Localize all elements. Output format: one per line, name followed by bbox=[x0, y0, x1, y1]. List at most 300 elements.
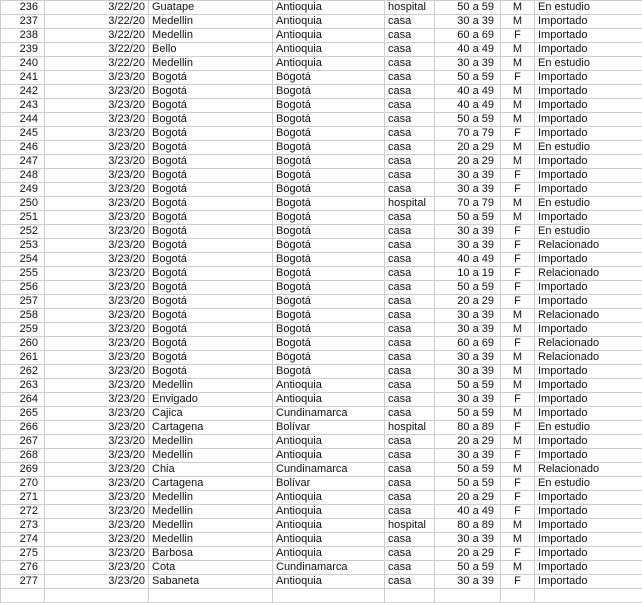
attention-cell[interactable]: casa bbox=[385, 561, 435, 575]
date-cell[interactable]: 3/22/20 bbox=[45, 15, 149, 29]
date-cell[interactable]: 3/23/20 bbox=[45, 253, 149, 267]
city-cell[interactable]: Medellin bbox=[149, 15, 273, 29]
date-cell[interactable]: 3/23/20 bbox=[45, 295, 149, 309]
case-id-cell[interactable]: 269 bbox=[1, 463, 45, 477]
type-cell[interactable]: Importado bbox=[535, 393, 642, 407]
city-cell[interactable]: Bogotá bbox=[149, 85, 273, 99]
attention-cell[interactable]: casa bbox=[385, 169, 435, 183]
sex-cell[interactable]: M bbox=[501, 211, 535, 225]
department-cell[interactable]: Antioquia bbox=[273, 29, 385, 43]
empty-cell[interactable] bbox=[1, 589, 45, 603]
date-cell[interactable]: 3/23/20 bbox=[45, 505, 149, 519]
department-cell[interactable]: Bogotá bbox=[273, 71, 385, 85]
city-cell[interactable]: Envigado bbox=[149, 393, 273, 407]
sex-cell[interactable]: F bbox=[501, 239, 535, 253]
case-id-cell[interactable]: 252 bbox=[1, 225, 45, 239]
age-range-cell[interactable]: 20 a 29 bbox=[435, 547, 501, 561]
type-cell[interactable]: En estudio bbox=[535, 197, 642, 211]
attention-cell[interactable]: casa bbox=[385, 15, 435, 29]
case-id-cell[interactable]: 270 bbox=[1, 477, 45, 491]
age-range-cell[interactable]: 20 a 29 bbox=[435, 295, 501, 309]
age-range-cell[interactable]: 50 a 59 bbox=[435, 281, 501, 295]
age-range-cell[interactable]: 30 a 39 bbox=[435, 183, 501, 197]
age-range-cell[interactable]: 70 a 79 bbox=[435, 197, 501, 211]
type-cell[interactable]: Importado bbox=[535, 99, 642, 113]
age-range-cell[interactable]: 50 a 59 bbox=[435, 477, 501, 491]
sex-cell[interactable]: F bbox=[501, 267, 535, 281]
date-cell[interactable]: 3/23/20 bbox=[45, 575, 149, 589]
city-cell[interactable]: Sabaneta bbox=[149, 575, 273, 589]
attention-cell[interactable]: casa bbox=[385, 253, 435, 267]
case-id-cell[interactable]: 243 bbox=[1, 99, 45, 113]
age-range-cell[interactable]: 40 a 49 bbox=[435, 505, 501, 519]
attention-cell[interactable]: casa bbox=[385, 477, 435, 491]
date-cell[interactable]: 3/23/20 bbox=[45, 519, 149, 533]
case-id-cell[interactable]: 249 bbox=[1, 183, 45, 197]
type-cell[interactable]: En estudio bbox=[535, 421, 642, 435]
type-cell[interactable]: Relacionado bbox=[535, 309, 642, 323]
date-cell[interactable]: 3/23/20 bbox=[45, 379, 149, 393]
age-range-cell[interactable]: 50 a 59 bbox=[435, 113, 501, 127]
department-cell[interactable]: Bogotá bbox=[273, 141, 385, 155]
department-cell[interactable]: Bogotá bbox=[273, 267, 385, 281]
sex-cell[interactable]: F bbox=[501, 295, 535, 309]
type-cell[interactable]: Importado bbox=[535, 29, 642, 43]
case-id-cell[interactable]: 238 bbox=[1, 29, 45, 43]
sex-cell[interactable]: M bbox=[501, 365, 535, 379]
empty-cell[interactable] bbox=[435, 589, 501, 603]
type-cell[interactable]: Importado bbox=[535, 379, 642, 393]
sex-cell[interactable]: M bbox=[501, 197, 535, 211]
attention-cell[interactable]: casa bbox=[385, 365, 435, 379]
attention-cell[interactable]: casa bbox=[385, 85, 435, 99]
city-cell[interactable]: Bogotá bbox=[149, 267, 273, 281]
department-cell[interactable]: Cundinamarca bbox=[273, 561, 385, 575]
age-range-cell[interactable]: 50 a 59 bbox=[435, 1, 501, 15]
department-cell[interactable]: Bogotá bbox=[273, 113, 385, 127]
age-range-cell[interactable]: 50 a 59 bbox=[435, 379, 501, 393]
department-cell[interactable]: Bogotá bbox=[273, 309, 385, 323]
sex-cell[interactable]: M bbox=[501, 99, 535, 113]
attention-cell[interactable]: casa bbox=[385, 225, 435, 239]
attention-cell[interactable]: casa bbox=[385, 393, 435, 407]
age-range-cell[interactable]: 30 a 39 bbox=[435, 309, 501, 323]
type-cell[interactable]: Relacionado bbox=[535, 337, 642, 351]
age-range-cell[interactable]: 80 a 89 bbox=[435, 421, 501, 435]
age-range-cell[interactable]: 60 a 69 bbox=[435, 337, 501, 351]
sex-cell[interactable]: M bbox=[501, 379, 535, 393]
type-cell[interactable]: En estudio bbox=[535, 57, 642, 71]
empty-cell[interactable] bbox=[501, 589, 535, 603]
sex-cell[interactable]: M bbox=[501, 561, 535, 575]
date-cell[interactable]: 3/23/20 bbox=[45, 267, 149, 281]
attention-cell[interactable]: casa bbox=[385, 309, 435, 323]
department-cell[interactable]: Antioquia bbox=[273, 15, 385, 29]
department-cell[interactable]: Antioquia bbox=[273, 505, 385, 519]
case-id-cell[interactable]: 268 bbox=[1, 449, 45, 463]
attention-cell[interactable]: casa bbox=[385, 407, 435, 421]
type-cell[interactable]: Importado bbox=[535, 127, 642, 141]
age-range-cell[interactable]: 50 a 59 bbox=[435, 561, 501, 575]
case-id-cell[interactable]: 260 bbox=[1, 337, 45, 351]
attention-cell[interactable]: casa bbox=[385, 449, 435, 463]
city-cell[interactable]: Cota bbox=[149, 561, 273, 575]
attention-cell[interactable]: hospital bbox=[385, 421, 435, 435]
attention-cell[interactable]: casa bbox=[385, 491, 435, 505]
age-range-cell[interactable]: 30 a 39 bbox=[435, 449, 501, 463]
case-id-cell[interactable]: 236 bbox=[1, 1, 45, 15]
date-cell[interactable]: 3/23/20 bbox=[45, 225, 149, 239]
sex-cell[interactable]: F bbox=[501, 253, 535, 267]
sex-cell[interactable]: M bbox=[501, 57, 535, 71]
age-range-cell[interactable]: 30 a 39 bbox=[435, 323, 501, 337]
type-cell[interactable]: Importado bbox=[535, 519, 642, 533]
sex-cell[interactable]: M bbox=[501, 43, 535, 57]
case-id-cell[interactable]: 242 bbox=[1, 85, 45, 99]
age-range-cell[interactable]: 40 a 49 bbox=[435, 85, 501, 99]
attention-cell[interactable]: casa bbox=[385, 71, 435, 85]
type-cell[interactable]: Relacionado bbox=[535, 239, 642, 253]
sex-cell[interactable]: F bbox=[501, 29, 535, 43]
empty-cell[interactable] bbox=[149, 589, 273, 603]
age-range-cell[interactable]: 30 a 39 bbox=[435, 533, 501, 547]
department-cell[interactable]: Bogotá bbox=[273, 225, 385, 239]
department-cell[interactable]: Antioquia bbox=[273, 449, 385, 463]
case-id-cell[interactable]: 272 bbox=[1, 505, 45, 519]
department-cell[interactable]: Cundinamarca bbox=[273, 407, 385, 421]
date-cell[interactable]: 3/23/20 bbox=[45, 169, 149, 183]
age-range-cell[interactable]: 20 a 29 bbox=[435, 141, 501, 155]
type-cell[interactable]: Importado bbox=[535, 113, 642, 127]
case-id-cell[interactable]: 265 bbox=[1, 407, 45, 421]
type-cell[interactable]: Importado bbox=[535, 449, 642, 463]
case-id-cell[interactable]: 254 bbox=[1, 253, 45, 267]
date-cell[interactable]: 3/23/20 bbox=[45, 561, 149, 575]
type-cell[interactable]: En estudio bbox=[535, 477, 642, 491]
attention-cell[interactable]: hospital bbox=[385, 197, 435, 211]
attention-cell[interactable]: casa bbox=[385, 337, 435, 351]
date-cell[interactable]: 3/23/20 bbox=[45, 365, 149, 379]
age-range-cell[interactable]: 30 a 39 bbox=[435, 351, 501, 365]
city-cell[interactable]: Medellin bbox=[149, 491, 273, 505]
type-cell[interactable]: Importado bbox=[535, 43, 642, 57]
date-cell[interactable]: 3/23/20 bbox=[45, 491, 149, 505]
city-cell[interactable]: Medellin bbox=[149, 57, 273, 71]
type-cell[interactable]: Importado bbox=[535, 435, 642, 449]
date-cell[interactable]: 3/23/20 bbox=[45, 211, 149, 225]
department-cell[interactable]: Antioquia bbox=[273, 1, 385, 15]
date-cell[interactable]: 3/23/20 bbox=[45, 435, 149, 449]
attention-cell[interactable]: casa bbox=[385, 239, 435, 253]
sex-cell[interactable]: M bbox=[501, 463, 535, 477]
date-cell[interactable]: 3/23/20 bbox=[45, 309, 149, 323]
age-range-cell[interactable]: 20 a 29 bbox=[435, 435, 501, 449]
date-cell[interactable]: 3/23/20 bbox=[45, 337, 149, 351]
type-cell[interactable]: Importado bbox=[535, 295, 642, 309]
case-id-cell[interactable]: 239 bbox=[1, 43, 45, 57]
type-cell[interactable]: Importado bbox=[535, 491, 642, 505]
type-cell[interactable]: Importado bbox=[535, 533, 642, 547]
type-cell[interactable]: Importado bbox=[535, 365, 642, 379]
city-cell[interactable]: Medellin bbox=[149, 435, 273, 449]
case-id-cell[interactable]: 263 bbox=[1, 379, 45, 393]
city-cell[interactable]: Medellin bbox=[149, 29, 273, 43]
department-cell[interactable]: Antioquia bbox=[273, 519, 385, 533]
sex-cell[interactable]: F bbox=[501, 127, 535, 141]
type-cell[interactable]: Importado bbox=[535, 407, 642, 421]
sex-cell[interactable]: F bbox=[501, 281, 535, 295]
type-cell[interactable]: En estudio bbox=[535, 225, 642, 239]
date-cell[interactable]: 3/23/20 bbox=[45, 407, 149, 421]
city-cell[interactable]: Bogotá bbox=[149, 365, 273, 379]
attention-cell[interactable]: casa bbox=[385, 99, 435, 113]
sex-cell[interactable]: M bbox=[501, 323, 535, 337]
city-cell[interactable]: Bogotá bbox=[149, 225, 273, 239]
date-cell[interactable]: 3/23/20 bbox=[45, 155, 149, 169]
type-cell[interactable]: Importado bbox=[535, 575, 642, 589]
case-id-cell[interactable]: 256 bbox=[1, 281, 45, 295]
type-cell[interactable]: Relacionado bbox=[535, 351, 642, 365]
case-id-cell[interactable]: 241 bbox=[1, 71, 45, 85]
age-range-cell[interactable]: 40 a 49 bbox=[435, 99, 501, 113]
case-id-cell[interactable]: 244 bbox=[1, 113, 45, 127]
age-range-cell[interactable]: 50 a 59 bbox=[435, 407, 501, 421]
city-cell[interactable]: Medellin bbox=[149, 505, 273, 519]
department-cell[interactable]: Antioquia bbox=[273, 379, 385, 393]
date-cell[interactable]: 3/23/20 bbox=[45, 71, 149, 85]
department-cell[interactable]: Antioquia bbox=[273, 575, 385, 589]
type-cell[interactable]: Relacionado bbox=[535, 267, 642, 281]
age-range-cell[interactable]: 50 a 59 bbox=[435, 71, 501, 85]
date-cell[interactable]: 3/23/20 bbox=[45, 463, 149, 477]
date-cell[interactable]: 3/23/20 bbox=[45, 449, 149, 463]
attention-cell[interactable]: hospital bbox=[385, 519, 435, 533]
attention-cell[interactable]: hospital bbox=[385, 1, 435, 15]
city-cell[interactable]: Medellin bbox=[149, 533, 273, 547]
city-cell[interactable]: Cartagena bbox=[149, 421, 273, 435]
city-cell[interactable]: Bogotá bbox=[149, 183, 273, 197]
empty-cell[interactable] bbox=[385, 589, 435, 603]
date-cell[interactable]: 3/23/20 bbox=[45, 323, 149, 337]
department-cell[interactable]: Bogotá bbox=[273, 295, 385, 309]
type-cell[interactable]: Importado bbox=[535, 547, 642, 561]
department-cell[interactable]: Bogotá bbox=[273, 127, 385, 141]
sex-cell[interactable]: F bbox=[501, 421, 535, 435]
type-cell[interactable]: Importado bbox=[535, 323, 642, 337]
attention-cell[interactable]: casa bbox=[385, 435, 435, 449]
attention-cell[interactable]: casa bbox=[385, 141, 435, 155]
case-id-cell[interactable]: 274 bbox=[1, 533, 45, 547]
sex-cell[interactable]: F bbox=[501, 575, 535, 589]
empty-cell[interactable] bbox=[45, 589, 149, 603]
date-cell[interactable]: 3/23/20 bbox=[45, 351, 149, 365]
age-range-cell[interactable]: 30 a 39 bbox=[435, 169, 501, 183]
department-cell[interactable]: Bogotá bbox=[273, 85, 385, 99]
sex-cell[interactable]: M bbox=[501, 1, 535, 15]
type-cell[interactable]: En estudio bbox=[535, 1, 642, 15]
type-cell[interactable]: En estudio bbox=[535, 141, 642, 155]
city-cell[interactable]: Bogotá bbox=[149, 71, 273, 85]
department-cell[interactable]: Bogotá bbox=[273, 239, 385, 253]
age-range-cell[interactable]: 50 a 59 bbox=[435, 463, 501, 477]
date-cell[interactable]: 3/23/20 bbox=[45, 99, 149, 113]
sex-cell[interactable]: F bbox=[501, 547, 535, 561]
date-cell[interactable]: 3/23/20 bbox=[45, 197, 149, 211]
sex-cell[interactable]: F bbox=[501, 505, 535, 519]
department-cell[interactable]: Bolívar bbox=[273, 421, 385, 435]
city-cell[interactable]: Bogotá bbox=[149, 113, 273, 127]
date-cell[interactable]: 3/23/20 bbox=[45, 113, 149, 127]
case-id-cell[interactable]: 277 bbox=[1, 575, 45, 589]
case-id-cell[interactable]: 266 bbox=[1, 421, 45, 435]
department-cell[interactable]: Antioquia bbox=[273, 435, 385, 449]
age-range-cell[interactable]: 60 a 69 bbox=[435, 29, 501, 43]
case-id-cell[interactable]: 253 bbox=[1, 239, 45, 253]
date-cell[interactable]: 3/23/20 bbox=[45, 547, 149, 561]
attention-cell[interactable]: casa bbox=[385, 127, 435, 141]
city-cell[interactable]: Bogotá bbox=[149, 239, 273, 253]
department-cell[interactable]: Antioquia bbox=[273, 491, 385, 505]
department-cell[interactable]: Antioquia bbox=[273, 43, 385, 57]
city-cell[interactable]: Bogotá bbox=[149, 309, 273, 323]
city-cell[interactable]: Guatape bbox=[149, 1, 273, 15]
attention-cell[interactable]: casa bbox=[385, 57, 435, 71]
department-cell[interactable]: Bogotá bbox=[273, 323, 385, 337]
attention-cell[interactable]: casa bbox=[385, 463, 435, 477]
age-range-cell[interactable]: 30 a 39 bbox=[435, 575, 501, 589]
case-id-cell[interactable]: 251 bbox=[1, 211, 45, 225]
case-id-cell[interactable]: 276 bbox=[1, 561, 45, 575]
sex-cell[interactable]: M bbox=[501, 113, 535, 127]
date-cell[interactable]: 3/23/20 bbox=[45, 183, 149, 197]
sex-cell[interactable]: M bbox=[501, 519, 535, 533]
city-cell[interactable]: Bogotá bbox=[149, 141, 273, 155]
department-cell[interactable]: Antioquia bbox=[273, 393, 385, 407]
case-id-cell[interactable]: 237 bbox=[1, 15, 45, 29]
attention-cell[interactable]: casa bbox=[385, 533, 435, 547]
department-cell[interactable]: Bogotá bbox=[273, 211, 385, 225]
department-cell[interactable]: Bogotá bbox=[273, 155, 385, 169]
age-range-cell[interactable]: 30 a 39 bbox=[435, 15, 501, 29]
department-cell[interactable]: Bogotá bbox=[273, 253, 385, 267]
type-cell[interactable]: Importado bbox=[535, 169, 642, 183]
attention-cell[interactable]: casa bbox=[385, 323, 435, 337]
age-range-cell[interactable]: 30 a 39 bbox=[435, 365, 501, 379]
type-cell[interactable]: Importado bbox=[535, 253, 642, 267]
case-id-cell[interactable]: 275 bbox=[1, 547, 45, 561]
case-id-cell[interactable]: 250 bbox=[1, 197, 45, 211]
city-cell[interactable]: Bogotá bbox=[149, 295, 273, 309]
date-cell[interactable]: 3/23/20 bbox=[45, 281, 149, 295]
city-cell[interactable]: Bogotá bbox=[149, 337, 273, 351]
date-cell[interactable]: 3/22/20 bbox=[45, 29, 149, 43]
age-range-cell[interactable]: 40 a 49 bbox=[435, 253, 501, 267]
age-range-cell[interactable]: 50 a 59 bbox=[435, 211, 501, 225]
sex-cell[interactable]: F bbox=[501, 449, 535, 463]
city-cell[interactable]: Bogotá bbox=[149, 169, 273, 183]
department-cell[interactable]: Bolívar bbox=[273, 477, 385, 491]
case-id-cell[interactable]: 245 bbox=[1, 127, 45, 141]
city-cell[interactable]: Barbosa bbox=[149, 547, 273, 561]
sex-cell[interactable]: M bbox=[501, 309, 535, 323]
sex-cell[interactable]: F bbox=[501, 169, 535, 183]
sex-cell[interactable]: F bbox=[501, 491, 535, 505]
attention-cell[interactable]: casa bbox=[385, 351, 435, 365]
attention-cell[interactable]: casa bbox=[385, 267, 435, 281]
sex-cell[interactable]: M bbox=[501, 15, 535, 29]
sex-cell[interactable]: F bbox=[501, 225, 535, 239]
city-cell[interactable]: Medellin bbox=[149, 379, 273, 393]
type-cell[interactable]: Importado bbox=[535, 71, 642, 85]
city-cell[interactable]: Bogotá bbox=[149, 281, 273, 295]
city-cell[interactable]: Bogotá bbox=[149, 211, 273, 225]
date-cell[interactable]: 3/23/20 bbox=[45, 421, 149, 435]
city-cell[interactable]: Cartagena bbox=[149, 477, 273, 491]
date-cell[interactable]: 3/22/20 bbox=[45, 1, 149, 15]
type-cell[interactable]: Importado bbox=[535, 183, 642, 197]
department-cell[interactable]: Bogotá bbox=[273, 365, 385, 379]
attention-cell[interactable]: casa bbox=[385, 113, 435, 127]
type-cell[interactable]: Importado bbox=[535, 85, 642, 99]
attention-cell[interactable]: casa bbox=[385, 547, 435, 561]
age-range-cell[interactable]: 30 a 39 bbox=[435, 57, 501, 71]
department-cell[interactable]: Bogotá bbox=[273, 337, 385, 351]
type-cell[interactable]: Importado bbox=[535, 155, 642, 169]
department-cell[interactable]: Bogotá bbox=[273, 197, 385, 211]
date-cell[interactable]: 3/23/20 bbox=[45, 85, 149, 99]
age-range-cell[interactable]: 30 a 39 bbox=[435, 225, 501, 239]
attention-cell[interactable]: casa bbox=[385, 29, 435, 43]
case-id-cell[interactable]: 271 bbox=[1, 491, 45, 505]
department-cell[interactable]: Antioquia bbox=[273, 533, 385, 547]
age-range-cell[interactable]: 30 a 39 bbox=[435, 393, 501, 407]
attention-cell[interactable]: casa bbox=[385, 379, 435, 393]
sex-cell[interactable]: F bbox=[501, 71, 535, 85]
sex-cell[interactable]: M bbox=[501, 141, 535, 155]
department-cell[interactable]: Bogotá bbox=[273, 281, 385, 295]
city-cell[interactable]: Bogotá bbox=[149, 155, 273, 169]
date-cell[interactable]: 3/23/20 bbox=[45, 239, 149, 253]
city-cell[interactable]: Bogotá bbox=[149, 351, 273, 365]
case-id-cell[interactable]: 258 bbox=[1, 309, 45, 323]
attention-cell[interactable]: casa bbox=[385, 281, 435, 295]
attention-cell[interactable]: casa bbox=[385, 575, 435, 589]
city-cell[interactable]: Medellin bbox=[149, 519, 273, 533]
date-cell[interactable]: 3/23/20 bbox=[45, 127, 149, 141]
age-range-cell[interactable]: 80 a 89 bbox=[435, 519, 501, 533]
city-cell[interactable]: Bogotá bbox=[149, 99, 273, 113]
city-cell[interactable]: Bogotá bbox=[149, 323, 273, 337]
sex-cell[interactable]: F bbox=[501, 337, 535, 351]
sex-cell[interactable]: F bbox=[501, 477, 535, 491]
case-id-cell[interactable]: 261 bbox=[1, 351, 45, 365]
age-range-cell[interactable]: 70 a 79 bbox=[435, 127, 501, 141]
case-id-cell[interactable]: 240 bbox=[1, 57, 45, 71]
case-id-cell[interactable]: 247 bbox=[1, 155, 45, 169]
age-range-cell[interactable]: 10 a 19 bbox=[435, 267, 501, 281]
case-id-cell[interactable]: 262 bbox=[1, 365, 45, 379]
sex-cell[interactable]: M bbox=[501, 407, 535, 421]
type-cell[interactable]: Importado bbox=[535, 561, 642, 575]
date-cell[interactable]: 3/22/20 bbox=[45, 43, 149, 57]
department-cell[interactable]: Bogotá bbox=[273, 99, 385, 113]
date-cell[interactable]: 3/23/20 bbox=[45, 141, 149, 155]
department-cell[interactable]: Bogotá bbox=[273, 169, 385, 183]
age-range-cell[interactable]: 20 a 29 bbox=[435, 155, 501, 169]
type-cell[interactable]: Importado bbox=[535, 505, 642, 519]
city-cell[interactable]: Medellin bbox=[149, 449, 273, 463]
sex-cell[interactable]: F bbox=[501, 183, 535, 197]
